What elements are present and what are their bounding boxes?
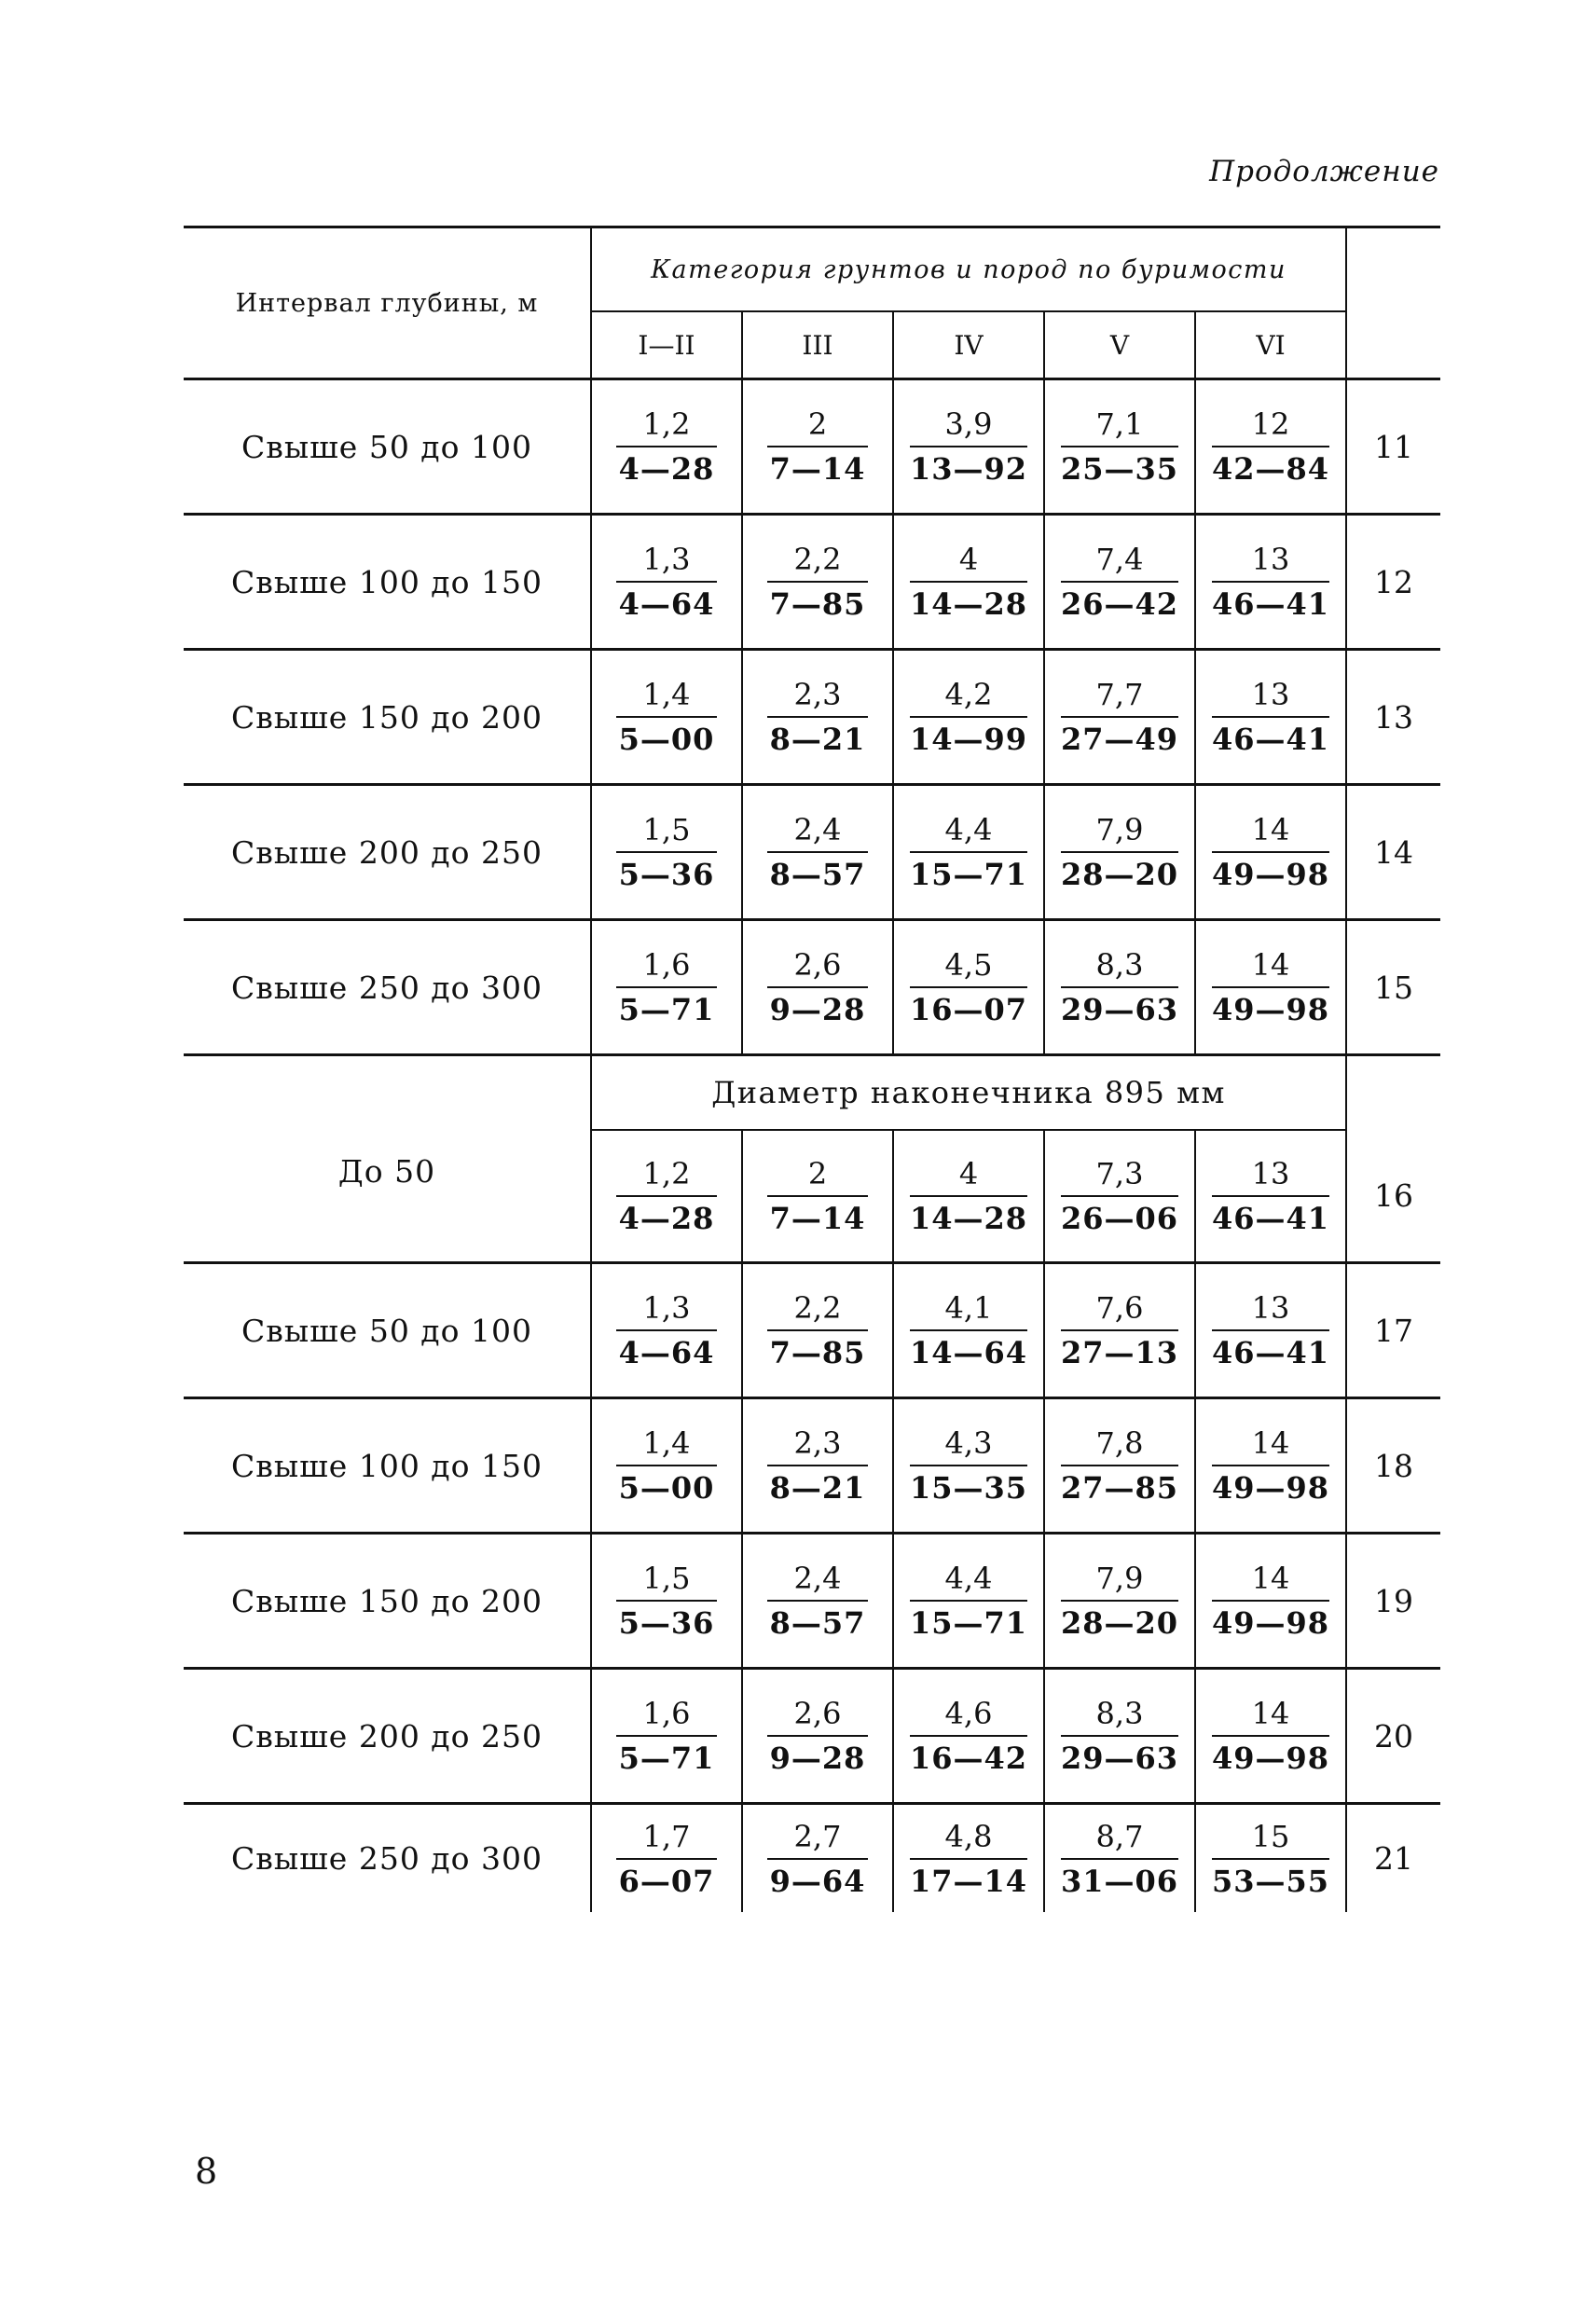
value-cell bbox=[1195, 1130, 1346, 1263]
fraction-numerator: 13 bbox=[1212, 542, 1329, 583]
value-cell bbox=[893, 379, 1044, 515]
fraction-denominator: 14—99 bbox=[909, 722, 1028, 757]
fraction-denominator: 49—98 bbox=[1211, 1741, 1330, 1776]
row-number: 17 bbox=[1346, 1263, 1440, 1398]
fraction-numerator: 1,7 bbox=[616, 1819, 717, 1860]
value-cell bbox=[1195, 379, 1346, 515]
fraction-denominator: 5—36 bbox=[618, 857, 715, 892]
fraction-denominator: 27—13 bbox=[1060, 1335, 1179, 1370]
fraction-numerator: 4,4 bbox=[910, 1561, 1027, 1602]
fraction bbox=[1061, 1561, 1178, 1641]
fraction bbox=[767, 542, 868, 622]
fraction-numerator: 1,2 bbox=[616, 1156, 717, 1197]
value-cell bbox=[1195, 1804, 1346, 1913]
row-number: 20 bbox=[1346, 1669, 1440, 1804]
fraction-numerator: 4,2 bbox=[910, 677, 1027, 718]
depth-interval: Свыше 250 до 300 bbox=[231, 1840, 543, 1877]
fraction bbox=[910, 812, 1027, 892]
fraction bbox=[1212, 1561, 1329, 1641]
fraction bbox=[1061, 1696, 1178, 1776]
fraction-denominator: 42—84 bbox=[1211, 451, 1330, 487]
fraction-numerator: 1,2 bbox=[616, 406, 717, 447]
fraction-denominator: 31—06 bbox=[1060, 1863, 1179, 1899]
fraction bbox=[910, 542, 1027, 622]
value-cell bbox=[1195, 1669, 1346, 1804]
fraction bbox=[1061, 1290, 1178, 1370]
depth-interval: Свыше 200 до 250 bbox=[184, 785, 591, 920]
fraction-denominator: 49—98 bbox=[1211, 1605, 1330, 1641]
row-number: 11 bbox=[1346, 379, 1440, 515]
depth-interval: Свыше 50 до 100 bbox=[184, 379, 591, 515]
value-cell bbox=[742, 920, 893, 1055]
row-number: 12 bbox=[1346, 515, 1440, 650]
fraction-denominator: 7—85 bbox=[769, 1335, 866, 1370]
fraction-denominator: 28—20 bbox=[1060, 1605, 1179, 1641]
fraction-numerator: 13 bbox=[1212, 1290, 1329, 1331]
fraction-denominator: 9—64 bbox=[769, 1863, 866, 1899]
fraction-numerator: 8,3 bbox=[1061, 947, 1178, 988]
row-number: 18 bbox=[1346, 1398, 1440, 1534]
fraction-numerator: 14 bbox=[1212, 947, 1329, 988]
fraction-numerator: 2,6 bbox=[767, 947, 868, 988]
fraction bbox=[1212, 1819, 1329, 1899]
table-row bbox=[184, 785, 1440, 920]
fraction-numerator: 2,2 bbox=[767, 1290, 868, 1331]
fraction-denominator: 29—63 bbox=[1060, 1741, 1179, 1776]
fraction-numerator: 4,5 bbox=[910, 947, 1027, 988]
value-cell bbox=[591, 1534, 742, 1669]
row-number: 14 bbox=[1346, 785, 1440, 920]
fraction bbox=[767, 1696, 868, 1776]
fraction bbox=[616, 1156, 717, 1236]
row-number: 21 bbox=[1374, 1840, 1414, 1877]
fraction bbox=[910, 1425, 1027, 1506]
fraction bbox=[910, 1156, 1027, 1236]
depth-interval: Свыше 250 до 300 bbox=[184, 920, 591, 1055]
fraction-denominator: 5—00 bbox=[618, 1470, 715, 1506]
fraction bbox=[767, 947, 868, 1027]
fraction-denominator: 5—71 bbox=[618, 1741, 715, 1776]
value-cell bbox=[742, 1398, 893, 1534]
value-cell bbox=[591, 785, 742, 920]
fraction-numerator: 1,4 bbox=[616, 677, 717, 718]
fraction-denominator: 28—20 bbox=[1060, 857, 1179, 892]
page-number: 8 bbox=[195, 2151, 218, 2192]
row-number-header bbox=[1346, 227, 1440, 379]
fraction bbox=[767, 1561, 868, 1641]
fraction bbox=[1212, 812, 1329, 892]
fraction-denominator: 8—21 bbox=[769, 1470, 866, 1506]
table-row bbox=[184, 1398, 1440, 1534]
fraction bbox=[1212, 1696, 1329, 1776]
depth-interval: Свыше 150 до 200 bbox=[184, 650, 591, 785]
value-cell bbox=[1195, 1263, 1346, 1398]
fraction-numerator: 2,3 bbox=[767, 1425, 868, 1466]
value-cell bbox=[893, 920, 1044, 1055]
fraction-denominator: 8—57 bbox=[769, 1605, 866, 1641]
fraction-denominator: 15—71 bbox=[909, 1605, 1028, 1641]
row-number: 16 bbox=[1346, 1130, 1440, 1263]
fraction-numerator: 7,4 bbox=[1061, 542, 1178, 583]
fraction bbox=[1061, 542, 1178, 622]
fraction-numerator: 1,4 bbox=[616, 1425, 717, 1466]
row-number: 15 bbox=[1346, 920, 1440, 1055]
fraction-denominator: 53—55 bbox=[1211, 1863, 1330, 1899]
fraction-numerator: 14 bbox=[1212, 1696, 1329, 1737]
fraction bbox=[767, 677, 868, 757]
fraction-numerator: 7,3 bbox=[1061, 1156, 1178, 1197]
value-cell bbox=[893, 515, 1044, 650]
fraction bbox=[1212, 542, 1329, 622]
fraction-numerator: 1,5 bbox=[616, 1561, 717, 1602]
value-cell bbox=[742, 1804, 893, 1913]
fraction-denominator: 49—98 bbox=[1211, 1470, 1330, 1506]
fraction bbox=[1061, 812, 1178, 892]
table-row bbox=[184, 379, 1440, 515]
value-cell bbox=[893, 1130, 1044, 1263]
value-cell bbox=[893, 1398, 1044, 1534]
fraction-numerator: 7,6 bbox=[1061, 1290, 1178, 1331]
fraction-denominator: 5—36 bbox=[618, 1605, 715, 1641]
fraction-numerator: 8,7 bbox=[1061, 1819, 1178, 1860]
fraction bbox=[616, 1819, 717, 1899]
value-cell bbox=[1044, 515, 1195, 650]
value-cell bbox=[1044, 785, 1195, 920]
value-cell bbox=[893, 650, 1044, 785]
table-row bbox=[184, 515, 1440, 650]
depth-interval: Свыше 50 до 100 bbox=[184, 1263, 591, 1398]
fraction bbox=[1212, 1425, 1329, 1506]
fraction-numerator: 1,5 bbox=[616, 812, 717, 853]
value-cell bbox=[1044, 650, 1195, 785]
fraction-numerator: 2,4 bbox=[767, 1561, 868, 1602]
fraction bbox=[616, 1561, 717, 1641]
fraction bbox=[616, 1290, 717, 1370]
fraction-denominator: 26—42 bbox=[1060, 586, 1179, 622]
fraction-numerator: 7,1 bbox=[1061, 406, 1178, 447]
fraction-denominator: 25—35 bbox=[1060, 451, 1179, 487]
fraction-denominator: 4—64 bbox=[618, 1335, 715, 1370]
fraction-denominator: 49—98 bbox=[1211, 992, 1330, 1027]
fraction bbox=[616, 812, 717, 892]
fraction-numerator: 4,8 bbox=[910, 1819, 1027, 1860]
fraction bbox=[1061, 1819, 1178, 1899]
table-row bbox=[184, 920, 1440, 1055]
fraction-denominator: 7—14 bbox=[769, 1201, 866, 1236]
fraction-numerator: 4,4 bbox=[910, 812, 1027, 853]
fraction-numerator: 2,2 bbox=[767, 542, 868, 583]
fraction-denominator: 5—00 bbox=[618, 722, 715, 757]
value-cell bbox=[1044, 1398, 1195, 1534]
table-row bbox=[184, 1669, 1440, 1804]
fraction-denominator: 8—21 bbox=[769, 722, 866, 757]
value-cell bbox=[591, 1130, 742, 1263]
value-cell bbox=[591, 1263, 742, 1398]
value-cell bbox=[591, 379, 742, 515]
fraction-denominator: 26—06 bbox=[1060, 1201, 1179, 1236]
fraction bbox=[616, 947, 717, 1027]
value-cell bbox=[591, 920, 742, 1055]
fraction bbox=[616, 677, 717, 757]
fraction-numerator: 2,3 bbox=[767, 677, 868, 718]
fraction bbox=[616, 542, 717, 622]
value-cell bbox=[742, 650, 893, 785]
value-cell bbox=[893, 785, 1044, 920]
value-cell bbox=[1044, 920, 1195, 1055]
depth-interval: Свыше 150 до 200 bbox=[184, 1534, 591, 1669]
value-cell bbox=[742, 785, 893, 920]
value-cell bbox=[1044, 1534, 1195, 1669]
fraction bbox=[1212, 406, 1329, 487]
fraction-denominator: 9—28 bbox=[769, 992, 866, 1027]
fraction bbox=[910, 406, 1027, 487]
fraction bbox=[616, 1425, 717, 1506]
fraction-denominator: 13—92 bbox=[909, 451, 1028, 487]
fraction-numerator: 4,6 bbox=[910, 1696, 1027, 1737]
value-cell bbox=[1044, 1804, 1195, 1913]
value-cell bbox=[1044, 379, 1195, 515]
row-number: 19 bbox=[1346, 1534, 1440, 1669]
fraction bbox=[767, 1290, 868, 1370]
category-5: V bbox=[1044, 311, 1195, 379]
fraction-numerator: 8,3 bbox=[1061, 1696, 1178, 1737]
value-cell bbox=[742, 1669, 893, 1804]
fraction bbox=[767, 812, 868, 892]
value-cell bbox=[1195, 1534, 1346, 1669]
fraction-denominator: 16—07 bbox=[909, 992, 1028, 1027]
table-row bbox=[184, 1804, 1440, 1913]
fraction-numerator: 14 bbox=[1212, 1561, 1329, 1602]
fraction-denominator: 4—28 bbox=[618, 451, 715, 487]
tip-diameter-heading: Диаметр наконечника 895 мм bbox=[591, 1055, 1346, 1131]
fraction-denominator: 4—64 bbox=[618, 586, 715, 622]
fraction-denominator: 15—35 bbox=[909, 1470, 1028, 1506]
table-row bbox=[184, 650, 1440, 785]
fraction-denominator: 27—49 bbox=[1060, 722, 1179, 757]
row-number: 13 bbox=[1346, 650, 1440, 785]
fraction bbox=[616, 1696, 717, 1776]
fraction-numerator: 7,9 bbox=[1061, 812, 1178, 853]
fraction-numerator: 4,3 bbox=[910, 1425, 1027, 1466]
fraction bbox=[1061, 1425, 1178, 1506]
category-1-2: I—II bbox=[591, 311, 742, 379]
fraction-denominator: 6—07 bbox=[618, 1863, 715, 1899]
value-cell bbox=[1044, 1130, 1195, 1263]
fraction-numerator: 2,6 bbox=[767, 1696, 868, 1737]
value-cell bbox=[893, 1534, 1044, 1669]
value-cell bbox=[742, 1130, 893, 1263]
fraction-numerator: 7,8 bbox=[1061, 1425, 1178, 1466]
fraction-denominator: 16—42 bbox=[909, 1741, 1028, 1776]
fraction bbox=[1061, 677, 1178, 757]
category-4: IV bbox=[893, 311, 1044, 379]
fraction-denominator: 46—41 bbox=[1211, 1335, 1330, 1370]
fraction bbox=[1212, 1156, 1329, 1236]
table-row bbox=[184, 1534, 1440, 1669]
depth-interval: До 50 bbox=[184, 1055, 591, 1263]
category-6: VI bbox=[1195, 311, 1346, 379]
fraction-denominator: 14—64 bbox=[909, 1335, 1028, 1370]
depth-interval: Свыше 200 до 250 bbox=[184, 1669, 591, 1804]
fraction-numerator: 1,3 bbox=[616, 1290, 717, 1331]
fraction-numerator: 7,9 bbox=[1061, 1561, 1178, 1602]
value-cell bbox=[1195, 515, 1346, 650]
fraction-denominator: 29—63 bbox=[1060, 992, 1179, 1027]
fraction-denominator: 15—71 bbox=[909, 857, 1028, 892]
value-cell bbox=[742, 515, 893, 650]
value-cell bbox=[591, 1804, 742, 1913]
continuation-label: Продолжение bbox=[1209, 155, 1439, 188]
fraction-denominator: 9—28 bbox=[769, 1741, 866, 1776]
fraction-denominator: 46—41 bbox=[1211, 1201, 1330, 1236]
fraction-numerator: 1,6 bbox=[616, 947, 717, 988]
fraction-numerator: 1,3 bbox=[616, 542, 717, 583]
fraction-numerator: 13 bbox=[1212, 1156, 1329, 1197]
fraction-denominator: 14—28 bbox=[909, 1201, 1028, 1236]
depth-interval: Свыше 100 до 150 bbox=[184, 1398, 591, 1534]
fraction bbox=[616, 406, 717, 487]
fraction bbox=[910, 1561, 1027, 1641]
fraction-denominator: 7—14 bbox=[769, 451, 866, 487]
table-body bbox=[184, 379, 1440, 1913]
fraction bbox=[1061, 1156, 1178, 1236]
fraction-denominator: 49—98 bbox=[1211, 857, 1330, 892]
fraction-numerator: 12 bbox=[1212, 406, 1329, 447]
value-cell bbox=[742, 1263, 893, 1398]
fraction-denominator: 27—85 bbox=[1060, 1470, 1179, 1506]
fraction-numerator: 7,7 bbox=[1061, 677, 1178, 718]
fraction-numerator: 15 bbox=[1212, 1819, 1329, 1860]
fraction-numerator: 4 bbox=[910, 542, 1027, 583]
fraction bbox=[767, 1819, 868, 1899]
fraction bbox=[910, 1290, 1027, 1370]
fraction-numerator: 2,7 bbox=[767, 1819, 868, 1860]
fraction-numerator: 4,1 bbox=[910, 1290, 1027, 1331]
fraction bbox=[1212, 947, 1329, 1027]
value-cell bbox=[1195, 650, 1346, 785]
fraction-numerator: 2 bbox=[767, 1156, 868, 1197]
fraction bbox=[910, 947, 1027, 1027]
fraction-numerator: 4 bbox=[910, 1156, 1027, 1197]
fraction-denominator: 14—28 bbox=[909, 586, 1028, 622]
value-cell bbox=[893, 1804, 1044, 1913]
value-cell bbox=[1044, 1263, 1195, 1398]
fraction-denominator: 8—57 bbox=[769, 857, 866, 892]
fraction-numerator: 3,9 bbox=[910, 406, 1027, 447]
fraction bbox=[767, 406, 868, 487]
fraction-numerator: 2,4 bbox=[767, 812, 868, 853]
fraction-numerator: 13 bbox=[1212, 677, 1329, 718]
value-cell bbox=[1044, 1669, 1195, 1804]
value-cell bbox=[893, 1263, 1044, 1398]
fraction bbox=[910, 677, 1027, 757]
fraction-denominator: 7—85 bbox=[769, 586, 866, 622]
fraction bbox=[910, 1696, 1027, 1776]
fraction-denominator: 46—41 bbox=[1211, 722, 1330, 757]
row-number-empty bbox=[1346, 1055, 1440, 1131]
value-cell bbox=[893, 1669, 1044, 1804]
table-row bbox=[184, 1055, 1440, 1131]
depth-interval: Свыше 100 до 150 bbox=[184, 515, 591, 650]
fraction bbox=[1212, 677, 1329, 757]
value-cell bbox=[1195, 785, 1346, 920]
value-cell bbox=[742, 379, 893, 515]
fraction-denominator: 46—41 bbox=[1211, 586, 1330, 622]
table-row bbox=[184, 1263, 1440, 1398]
value-cell bbox=[591, 650, 742, 785]
fraction-numerator: 1,6 bbox=[616, 1696, 717, 1737]
fraction-denominator: 4—28 bbox=[618, 1201, 715, 1236]
fraction bbox=[767, 1156, 868, 1236]
fraction bbox=[1061, 947, 1178, 1027]
fraction bbox=[1061, 406, 1178, 487]
fraction bbox=[910, 1819, 1027, 1899]
depth-interval-header: Интервал глубины, м bbox=[184, 227, 591, 379]
value-cell bbox=[591, 1398, 742, 1534]
fraction-denominator: 17—14 bbox=[909, 1863, 1028, 1899]
fraction-numerator: 14 bbox=[1212, 812, 1329, 853]
fraction-numerator: 2 bbox=[767, 406, 868, 447]
norms-table bbox=[184, 226, 1440, 1912]
fraction-denominator: 5—71 bbox=[618, 992, 715, 1027]
value-cell bbox=[1195, 1398, 1346, 1534]
fraction bbox=[767, 1425, 868, 1506]
fraction bbox=[1212, 1290, 1329, 1370]
value-cell bbox=[1195, 920, 1346, 1055]
value-cell bbox=[591, 515, 742, 650]
value-cell bbox=[591, 1669, 742, 1804]
category-header: Категория грунтов и пород по буримости bbox=[591, 227, 1346, 312]
category-3: III bbox=[742, 311, 893, 379]
fraction-numerator: 14 bbox=[1212, 1425, 1329, 1466]
value-cell bbox=[742, 1534, 893, 1669]
